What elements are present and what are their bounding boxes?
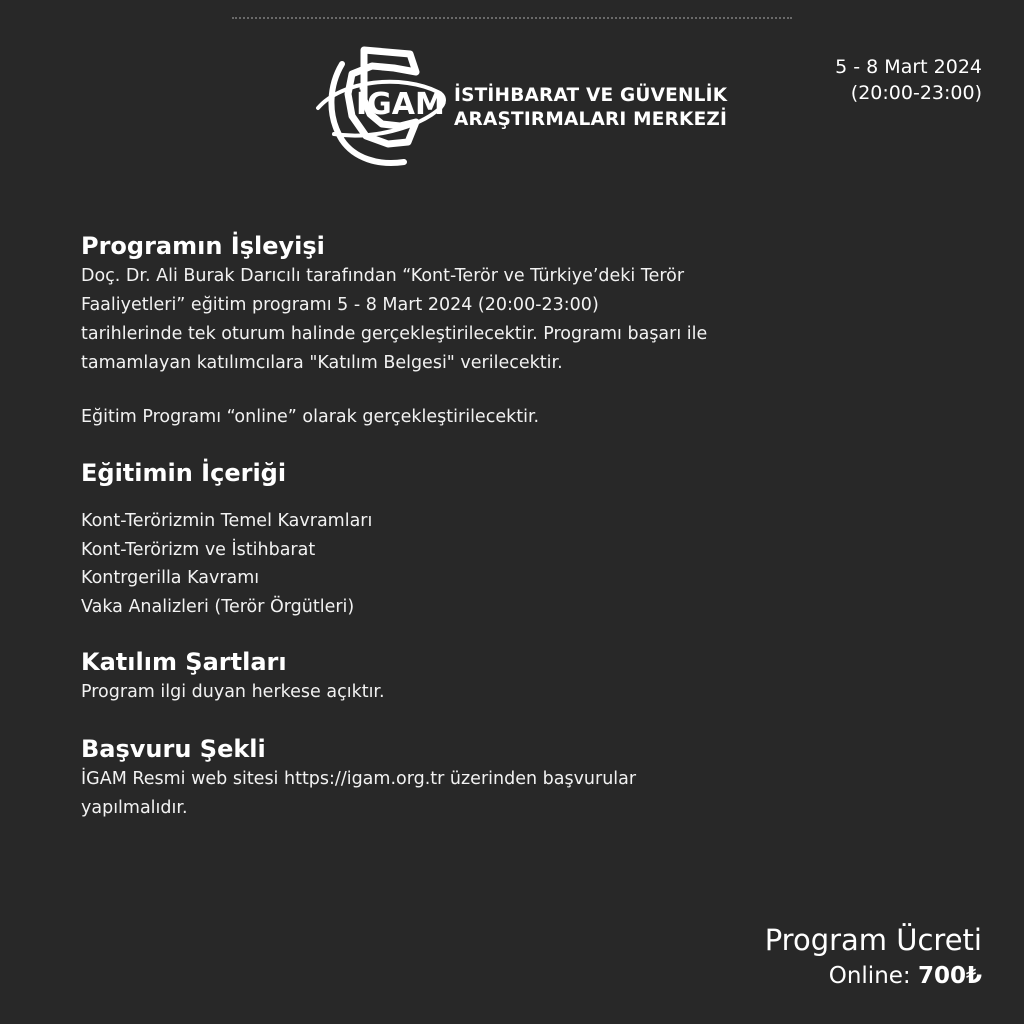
process-line: tamamlayan katılımcılara "Katılım Belgesi" verilecektir. bbox=[81, 353, 563, 373]
main-content bbox=[81, 230, 841, 823]
process-description bbox=[81, 262, 841, 378]
content-heading: Eğitimin İçeriği bbox=[81, 459, 287, 487]
program-fee bbox=[765, 920, 982, 992]
process-heading: Programın İşleyişi bbox=[81, 232, 325, 260]
application-heading: Başvuru Şekli bbox=[81, 735, 266, 763]
requirements-text: Program ilgi duyan herkese açıktır. bbox=[81, 682, 385, 702]
fee-line bbox=[765, 960, 982, 992]
organization-name bbox=[454, 84, 727, 132]
igam-emblem-icon bbox=[312, 44, 452, 170]
process-line: Doç. Dr. Ali Burak Darıcılı tarafından “Kont-Terör ve Türkiye’deki Terör bbox=[81, 266, 685, 286]
fee-title: Program Ücreti bbox=[764, 923, 982, 957]
application-line: İGAM Resmi web sitesi https://igam.org.tr üzerinden başvurular bbox=[81, 769, 637, 789]
application-line: yapılmalıdır. bbox=[81, 798, 188, 818]
event-time-range: (20:00-23:00) bbox=[850, 82, 982, 104]
application-text bbox=[81, 765, 841, 823]
list-item: Vaka Analizleri (Terör Örgütleri) bbox=[81, 596, 355, 617]
process-line: tarihlerinde tek oturum halinde gerçekleştirilecektir. Programı başarı ile bbox=[81, 324, 708, 344]
fee-price: 700₺ bbox=[917, 963, 982, 989]
content-list bbox=[81, 507, 841, 621]
fee-label: Online: bbox=[828, 963, 911, 989]
event-date-range: 5 - 8 Mart 2024 bbox=[835, 56, 982, 78]
igam-logo bbox=[312, 44, 728, 170]
list-item: Kont-Terörizm ve İstihbarat bbox=[81, 539, 316, 560]
organization-name-line2: ARAŞTIRMALARI MERKEZİ bbox=[454, 109, 728, 130]
list-item: Kont-Terörizmin Temel Kavramları bbox=[81, 511, 373, 531]
logo-wordmark: İGAM bbox=[356, 87, 445, 122]
process-line: Faaliyetleri” eğitim programı 5 - 8 Mart 2024 (20:00-23:00) bbox=[81, 295, 599, 315]
list-item: Kontrgerilla Kavramı bbox=[81, 568, 260, 588]
online-note: Eğitim Programı “online” olarak gerçekleştirilecektir. bbox=[81, 407, 540, 427]
organization-name-line1: İSTİHBARAT VE GÜVENLİK bbox=[454, 85, 728, 106]
requirements-heading: Katılım Şartları bbox=[81, 648, 287, 676]
event-date bbox=[835, 54, 982, 106]
top-dotted-divider bbox=[232, 17, 792, 19]
